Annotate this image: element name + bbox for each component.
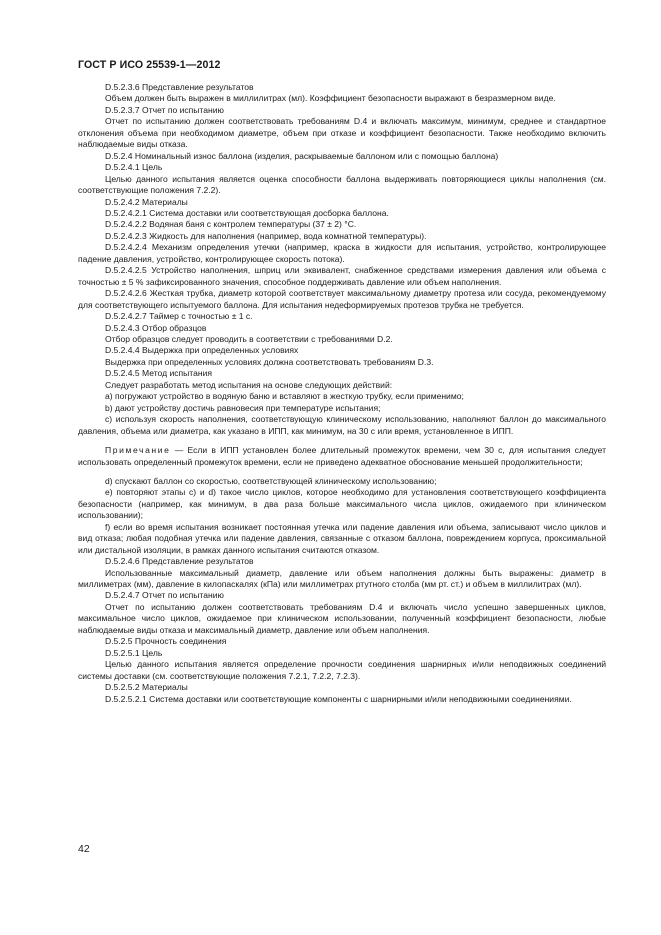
section-heading: D.5.2.4 Номинальный износ баллона (изделия, раскрываемые баллоном или с помощью баллона) — [105, 150, 499, 161]
section-heading: D.5.2.5.2 Материалы — [105, 682, 188, 693]
paragraph: D.5.2.4.2.1 Система доставки или соответствующая досборка баллона. — [105, 207, 389, 218]
section-heading: D.5.2.3.7 Отчет по испытанию — [105, 104, 224, 115]
section-heading: D.5.2.4.4 Выдержка при определенных условиях — [105, 345, 299, 356]
section-heading: D.5.2.3.6 Представление результатов — [105, 82, 254, 92]
note-text: — Если в ИПП установлен более длительный промежуток времени, чем 30 с, для испытания следует использовать определенный промежуток времени, если не приведено адекватное обоснование меньшей продолжительности; — [78, 445, 606, 467]
section-heading: D.5.2.4.6 Представление результатов — [105, 556, 254, 567]
section-heading: D.5.2.4.1 Цель — [105, 162, 163, 173]
document-header: ГОСТ Р ИСО 25539-1—2012 — [78, 59, 221, 71]
paragraph: D.5.2.4.2.4 Механизм определения утечки (например, краска в жидкости для испытания, устройство, контролирующее падение давления, устройство, контролирующее скорость потока). — [78, 242, 606, 264]
list-item: f) если во время испытания возникает постоянная утечка или падение давления или объема, записывают число циклов и вид отказа; любая подобная утечка или падение давления, связанные с отказом баллона, повреждением корпуса, проксимальной или дистальной изоляции, в рамках данного испытания считаются отказом. — [78, 521, 606, 555]
paragraph: D.5.2.4.2.5 Устройство наполнения, шприц или эквивалент, снабженное средствами измерения давления или объема с точностью ± 5 % зафиксированного значения, способное поддерживать давление или объем наполнения. — [78, 265, 606, 287]
page-number: 42 — [78, 843, 90, 855]
section-heading: D.5.2.5.1 Цель — [105, 647, 163, 658]
note-paragraph — [78, 445, 606, 468]
paragraph: D.5.2.5.2.1 Система доставки или соответствующие компоненты с шарнирными и/или неподвижными соединениями. — [105, 693, 572, 704]
list-item: d) спускают баллон со скоростью, соответствующей клиническому использованию; — [105, 475, 437, 486]
list-item: b) дают устройству достичь равновесия при температуре испытания; — [105, 402, 381, 413]
list-item: e) повторяют этапы c) и d) такое число циклов, которое необходимо для установления соответствующего коэффициента безопасности (например, как минимум, в два раза больше максимального числа циклов, ожидаемого при клиническом использовании); — [78, 487, 606, 521]
paragraph: Отчет по испытанию должен соответствовать требованиям D.4 и включать число успешно завершенных циклов, максимальное число циклов, ожидаемое при клиническом использовании, полученный коэффициент безопасности, любые наблюдаемые виды отказа и максимальный диаметр, давление или объем наполнения. — [78, 601, 606, 635]
section-heading: D.5.2.4.7 Отчет по испытанию — [105, 590, 224, 601]
section-heading: D.5.2.4.3 Отбор образцов — [105, 322, 207, 333]
section-heading: D.5.2.5 Прочность соединения — [105, 636, 227, 647]
paragraph: Отчет по испытанию должен соответствовать требованиям D.4 и включать максимум, минимум, среднее и стандартное отклонения объема при необходимом диаметре, объем при отказе и коэффициент безопасности. Также необходимо включить наблюдаемые виды отказа. — [78, 116, 606, 150]
section-heading: D.5.2.4.5 Метод испытания — [105, 368, 213, 379]
paragraph: Выдержка при определенных условиях должна соответствовать требованиям D.3. — [105, 356, 434, 367]
paragraph: Целью данного испытания является оценка способности баллона выдерживать повторяющиеся циклы наполнения (см. соответствующие положения 7.2.2). — [78, 173, 606, 196]
paragraph: Целью данного испытания является определение прочности соединения шарнирных и/или неподвижных соединений системы доставки (см. соответствующие положения 7.2.1, 7.2.2, 7.2.3). — [78, 659, 606, 681]
paragraph: Отбор образцов следует проводить в соответствии с требованиями D.2. — [105, 333, 393, 344]
paragraph: Следует разработать метод испытания на основе следующих действий: — [105, 379, 393, 390]
section-heading: D.5.2.4.2 Материалы — [105, 196, 188, 207]
document-body — [78, 82, 606, 705]
note-label: Примечание — [105, 445, 171, 456]
paragraph: D.5.2.4.2.7 Таймер с точностью ± 1 с. — [105, 311, 253, 322]
paragraph: Объем должен быть выражен в миллилитрах (мл). Коэффициент безопасности выражают в безразмерном виде. — [105, 93, 556, 104]
paragraph: D.5.2.4.2.3 Жидкость для наполнения (например, вода комнатной температуры). — [105, 230, 427, 241]
paragraph: D.5.2.4.2.2 Водяная баня с контролем температуры (37 ± 2) °С. — [105, 219, 357, 230]
list-item: c) используя скорость наполнения, соответствующую клиническому использованию, наполняют баллон до максимального давления, объема или диаметра, как указано в ИПП, как минимум, на 30 с или время, установленное в ИПП. — [78, 414, 606, 436]
list-item: a) погружают устройство в водяную баню и вставляют в жесткую трубку, если применимо; — [105, 391, 464, 402]
paragraph: D.5.2.4.2.6 Жесткая трубка, диаметр которой соответствует максимальному диаметру протеза или сосуда, рекомендуемому для соответствующего испытуемого баллона. Для испытания недеформируемых протезов трубка не требуется. — [78, 288, 606, 310]
paragraph: Использованные максимальный диаметр, давление или объем наполнения должны быть выражены: диаметр в миллиметрах (мм), давление в килопаскалях (кПа) или миллиметрах ртутного столба (мм рт. ст.) и объем в миллилитрах (мл). — [78, 567, 606, 590]
